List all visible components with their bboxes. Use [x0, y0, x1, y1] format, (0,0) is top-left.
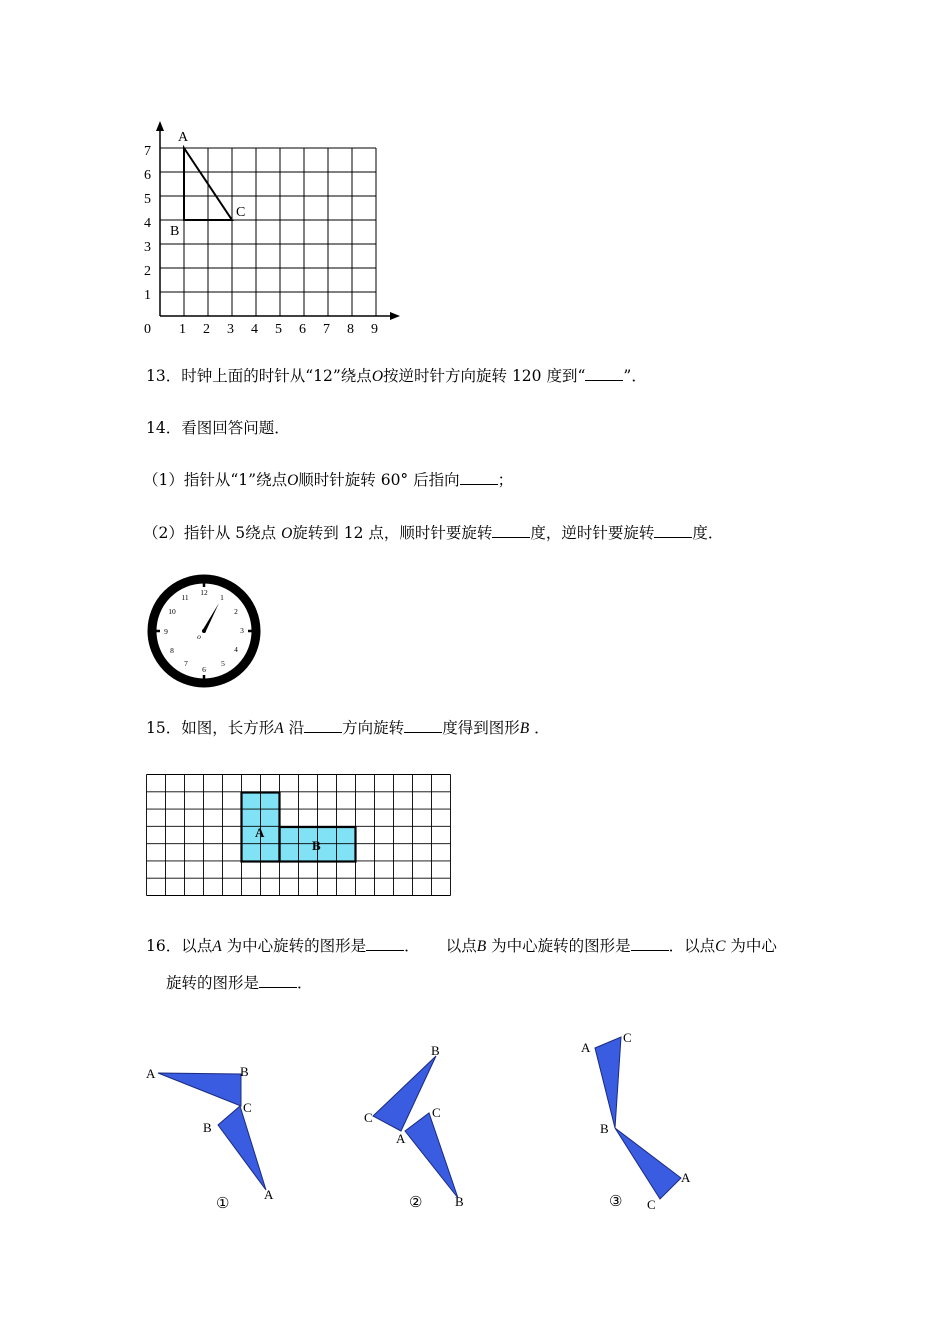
x-tick-label: 3: [227, 322, 234, 337]
question-14-title: 14．看图回答问题．: [146, 419, 290, 437]
clock-figure: [145, 573, 263, 691]
question-14-part-1: （1）指针从“1”绕点O顺时针旋转 60° 后指向 ；: [143, 471, 514, 489]
point-o: O: [281, 525, 293, 542]
y-tick-label: 5: [144, 192, 151, 207]
question-number: 13．: [146, 367, 182, 385]
point-o: O: [371, 368, 384, 385]
point-label-b: B: [170, 224, 180, 239]
question-number: 14．: [146, 419, 182, 437]
clock-number: 3: [240, 626, 244, 635]
clock-number: 4: [234, 645, 238, 654]
clock-center: [202, 629, 206, 633]
clock-number: 9: [164, 627, 168, 636]
vertex-label: A: [581, 1040, 591, 1055]
rotation-figure-1: [140, 1055, 290, 1215]
x-tick-label: 8: [347, 322, 354, 337]
answer-blank[interactable]: [492, 523, 530, 538]
x-tick-label: 0: [144, 322, 151, 337]
answer-blank[interactable]: [304, 718, 342, 733]
x-tick-label: 9: [371, 322, 378, 337]
vertex-label: C: [432, 1105, 441, 1120]
question-13: 13．时钟上面的时针从“12”绕点O按逆时针方向旋转 120 度到“ ”．: [146, 367, 647, 385]
vertex-label: C: [647, 1197, 656, 1212]
y-tick-label: 3: [144, 240, 151, 255]
vertex-label: A: [681, 1170, 691, 1185]
y-tick-label: 2: [144, 264, 151, 279]
rectangle-rotation-grid: [145, 773, 453, 899]
vertex-label: B: [455, 1194, 464, 1209]
rotation-figure-2: [355, 1040, 485, 1215]
answer-blank[interactable]: [366, 936, 404, 951]
answer-blank[interactable]: [460, 470, 498, 485]
vertex-label: B: [600, 1121, 609, 1136]
clock-number: 10: [168, 607, 176, 616]
answer-blank[interactable]: [654, 523, 692, 538]
x-tick-label: 5: [275, 322, 282, 337]
point-label-a: A: [178, 130, 189, 145]
y-axis-arrow: [156, 121, 164, 131]
clock-number: 1: [220, 593, 224, 602]
point-o: O: [287, 472, 299, 489]
clock-number: 7: [184, 659, 188, 668]
vertex-label: B: [240, 1064, 249, 1079]
x-tick-label: 4: [251, 322, 258, 337]
x-tick-label: 7: [323, 322, 330, 337]
vertex-label: C: [243, 1100, 252, 1115]
y-tick-label: 1: [144, 288, 151, 303]
question-16-line-1: 16．以点A 为中心旋转的图形是 ． 以点B 为中心旋转的图形是 ．以点C 为中心: [146, 937, 777, 955]
question-14-part-2: （2）指针从 5绕点 O旋转到 12 点，顺时针要旋转 度，逆时针要旋转 度．: [143, 524, 724, 542]
figure-number: ②: [409, 1195, 423, 1211]
x-tick-label: 1: [179, 322, 186, 337]
x-tick-label: 6: [299, 322, 306, 337]
vertex-label: B: [431, 1043, 440, 1058]
clock-number: 5: [221, 659, 225, 668]
rectangle-b-label: B: [312, 838, 321, 853]
coordinate-grid-figure: [130, 115, 420, 345]
figure-number: ①: [216, 1196, 230, 1212]
answer-blank[interactable]: [631, 936, 669, 951]
vertex-label: A: [146, 1066, 156, 1081]
vertex-label: C: [623, 1030, 632, 1045]
clock-number: 12: [200, 588, 208, 597]
clock-number: 6: [202, 665, 206, 674]
y-tick-label: 7: [144, 144, 151, 159]
x-axis-arrow: [390, 312, 400, 320]
grid-lines: [147, 775, 451, 896]
clock-center-label: o: [197, 632, 201, 641]
vertex-label: C: [364, 1110, 373, 1125]
question-number: 15．: [146, 719, 182, 737]
answer-blank[interactable]: [404, 718, 442, 733]
question-number: 16．: [146, 937, 182, 955]
question-16-line-2: 旋转的图形是 ．: [166, 974, 313, 992]
x-tick-label: 2: [203, 322, 210, 337]
rotation-figure-3: [575, 1025, 705, 1215]
clock-number: 2: [234, 607, 238, 616]
answer-blank[interactable]: [259, 973, 297, 988]
clock-number: 11: [181, 593, 189, 602]
vertex-label: A: [264, 1187, 274, 1202]
rectangle-a-label: A: [255, 825, 265, 840]
grid-lines: [160, 148, 376, 316]
y-tick-label: 4: [144, 216, 151, 231]
clock-number: 8: [170, 646, 174, 655]
y-tick-label: 6: [144, 168, 151, 183]
vertex-label: A: [396, 1131, 406, 1146]
vertex-label: B: [203, 1120, 212, 1135]
figure-number: ③: [609, 1194, 623, 1210]
point-label-c: C: [236, 205, 246, 220]
answer-blank[interactable]: [585, 366, 623, 381]
question-15: 15．如图，长方形A 沿 方向旋转 度得到图形B ．: [146, 719, 550, 737]
